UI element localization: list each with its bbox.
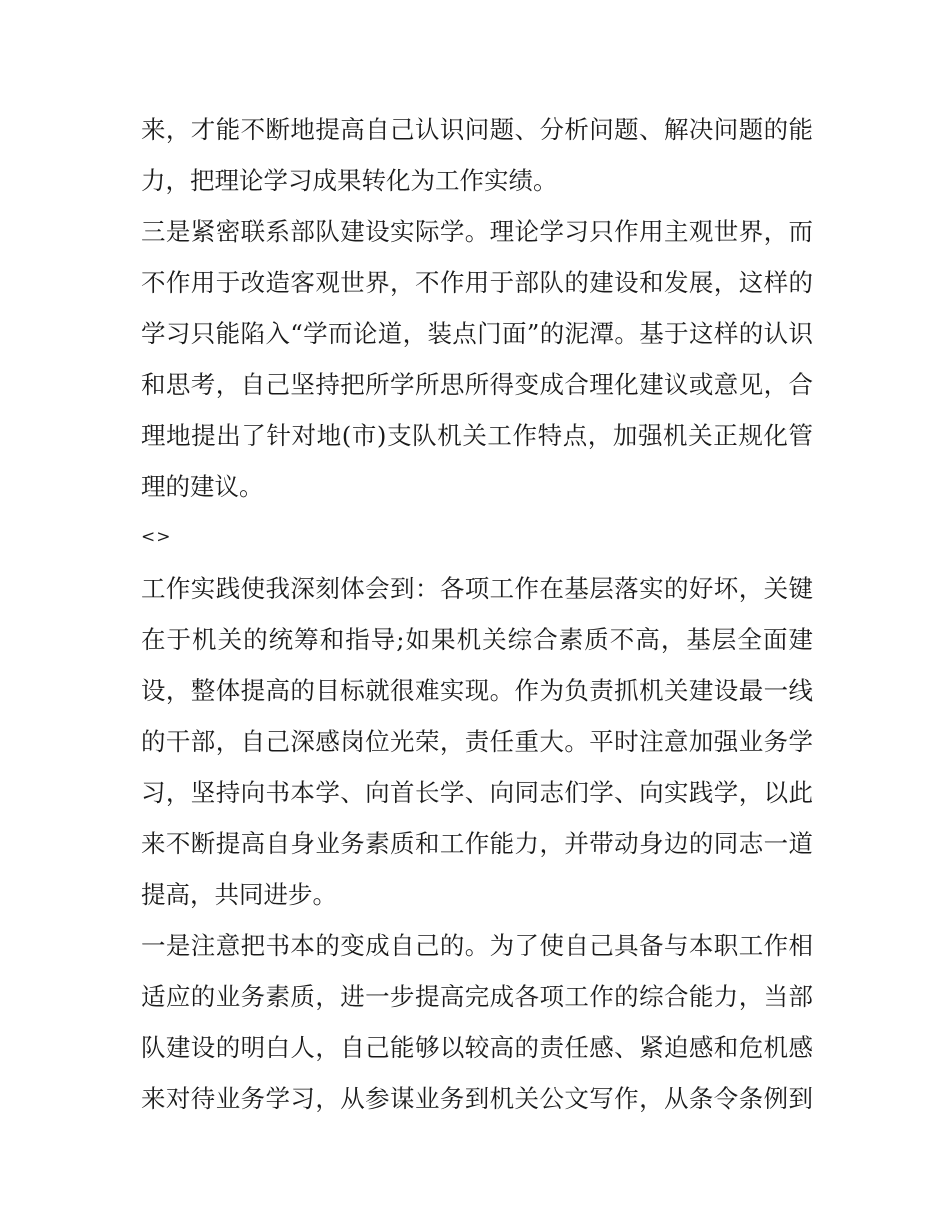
text-line: 习，坚持向书本学、向首长学、向同志们学、向实践学，以此 bbox=[141, 778, 813, 807]
document-body bbox=[141, 104, 813, 1124]
text-line: 不作用于改造客观世界，不作用于部队的建设和发展，这样的 bbox=[141, 268, 813, 297]
text-line: 工作实践使我深刻体会到：各项工作在基层落实的好坏，关键 bbox=[141, 574, 813, 603]
text-line: 设，整体提高的目标就很难实现。作为负责抓机关建设最一线 bbox=[141, 676, 813, 705]
text-line: 队建设的明白人，自己能够以较高的责任感、紧迫感和危机感 bbox=[141, 1033, 813, 1062]
text-line: 三是紧密联系部队建设实际学。理论学习只作用主观世界，而 bbox=[141, 217, 813, 246]
text-line: 学习只能陷入“学而论道，装点门面”的泥潭。基于这样的认识 bbox=[141, 319, 813, 348]
text-line: 来，才能不断地提高自己认识问题、分析问题、解决问题的能 bbox=[141, 115, 813, 144]
text-line: 的干部，自己深感岗位光荣，责任重大。平时注意加强业务学 bbox=[141, 727, 813, 756]
text-line: 力，把理论学习成果转化为工作实绩。 bbox=[141, 166, 558, 195]
text-line: 和思考，自己坚持把所学所思所得变成合理化建议或意见，合 bbox=[141, 370, 813, 399]
text-line: 在于机关的统筹和指导;如果机关综合素质不高，基层全面建 bbox=[141, 625, 813, 654]
text-line: 提高，共同进步。 bbox=[141, 880, 337, 909]
text-line: 理的建议。 bbox=[141, 472, 264, 501]
text-line: 一是注意把书本的变成自己的。为了使自己具备与本职工作相 bbox=[141, 931, 813, 960]
text-line: 来不断提高自身业务素质和工作能力，并带动身边的同志一道 bbox=[141, 829, 813, 858]
section-marker: <> bbox=[141, 527, 172, 547]
text-line: 适应的业务素质，进一步提高完成各项工作的综合能力，当部 bbox=[141, 982, 813, 1011]
text-line: 理地提出了针对地(市)支队机关工作特点，加强机关正规化管 bbox=[141, 421, 813, 450]
text-line: 来对待业务学习，从参谋业务到机关公文写作，从条令条例到 bbox=[141, 1084, 813, 1113]
